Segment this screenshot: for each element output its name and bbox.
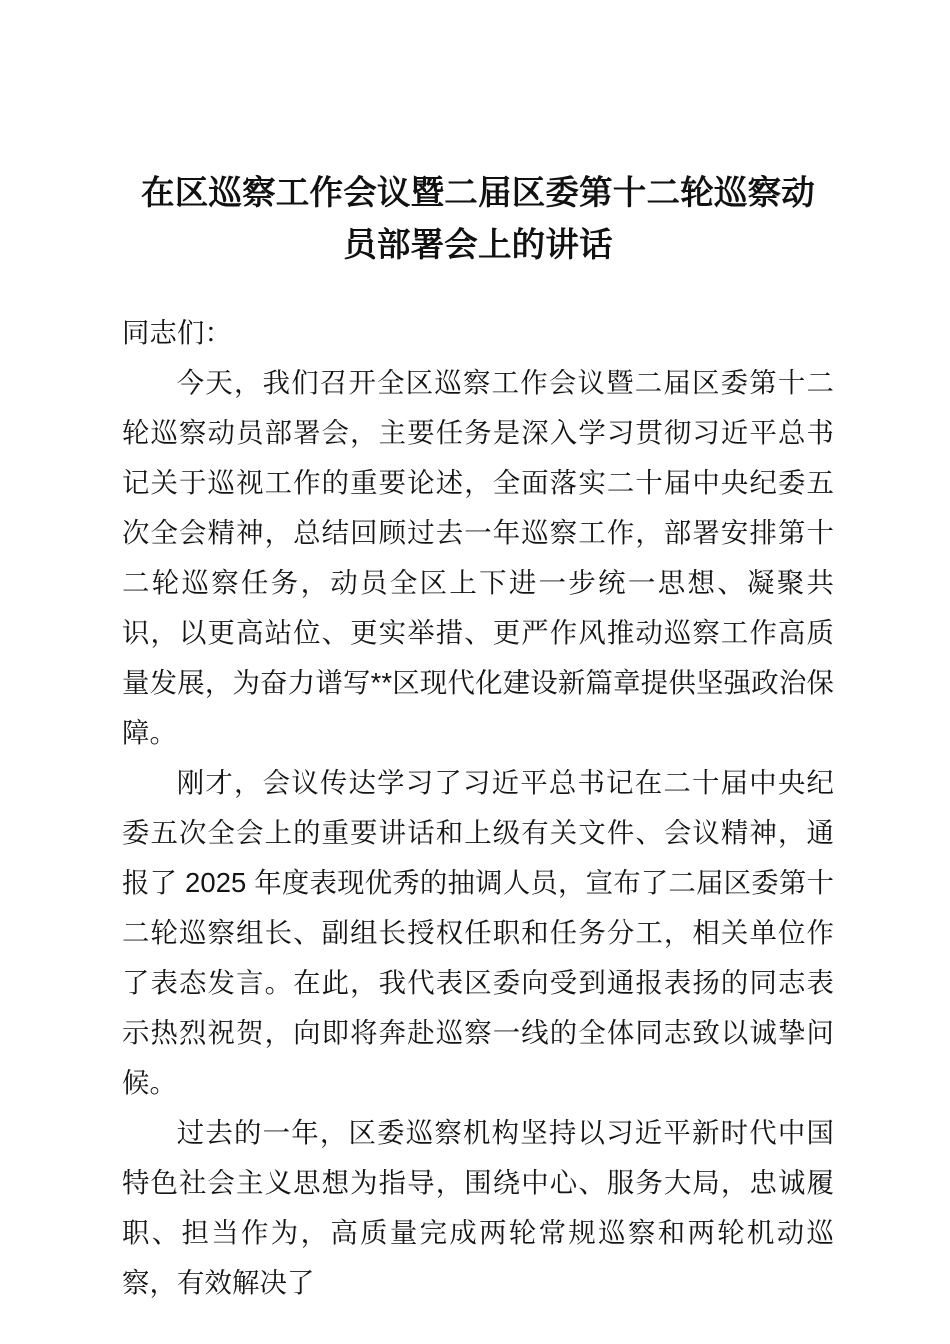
salutation: 同志们： bbox=[122, 317, 232, 348]
page-title bbox=[122, 168, 834, 272]
paragraph-2: 刚才，会议传达学习了习近平总书记在二十届中央纪委五次全会上的重要讲话和上级有关文件、会议精神，通报了 2025 年度表现优秀的抽调人员，宣布了二届区委第十二轮巡察组长、副组长授权任职和任务分工，相关单位作了表态发言。在此，我代表区委向受到通报表扬的同志表示热烈祝贺，向即将奔赴巡察一线的全体同志致以诚挚问候。 bbox=[122, 767, 834, 1098]
page-title-line-1: 在区巡察工作会议暨二届区委第十二轮巡察动 bbox=[141, 175, 815, 212]
paragraph-1: 今天，我们召开全区巡察工作会议暨二届区委第十二轮巡察动员部署会，主要任务是深入学习贯彻习近平总书记关于巡视工作的重要论述，全面落实二十届中央纪委五次全会精神，总结回顾过去一年巡察工作，部署安排第十二轮巡察任务，动员全区上下进一步统一思想、凝聚共识，以更高站位、更实举措、更严作风推动巡察工作高质量发展，为奋力谱写**区现代化建设新篇章提供坚强政治保障。 bbox=[122, 367, 834, 748]
page-title-line-2: 员部署会上的讲话 bbox=[343, 227, 613, 264]
document-body bbox=[122, 168, 834, 1308]
title-spacer bbox=[122, 272, 834, 308]
paragraph-3: 过去的一年，区委巡察机构坚持以习近平新时代中国特色社会主义思想为指导，围绕中心、服务大局，忠诚履职、担当作为，高质量完成两轮常规巡察和两轮机动巡察，有效解决了 bbox=[122, 1117, 834, 1298]
